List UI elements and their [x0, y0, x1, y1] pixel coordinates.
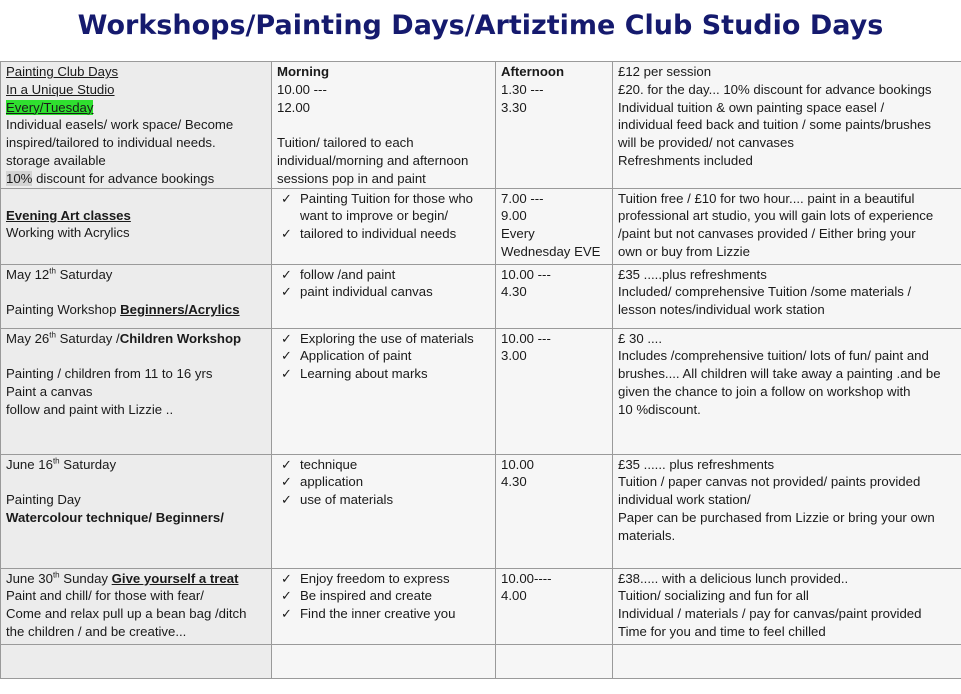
- price-line: £12 per session: [618, 64, 712, 79]
- cell-morning: [272, 62, 496, 189]
- every-tuesday-label: Every/Tuesday: [6, 99, 94, 115]
- list-item: ✓ Be inspired and create: [281, 588, 432, 604]
- time-line: 4.00: [501, 588, 527, 604]
- price-line: Includes /comprehensive tuition/ lots of fun/ paint and: [618, 348, 929, 364]
- studio-label: In a Unique Studio: [6, 81, 115, 97]
- price-line: £35 .....plus refreshments: [618, 266, 767, 282]
- desc-line: Watercolour technique/ Beginners/: [6, 509, 224, 525]
- discount-text: discount for advance bookings: [32, 170, 215, 186]
- desc-line: Working with Acrylics: [6, 225, 130, 241]
- note-line: Tuition/ tailored to each: [277, 135, 414, 151]
- list-item: ✓ use of materials: [281, 492, 394, 508]
- cell-pricing: [613, 568, 961, 644]
- check-icon: ✓: [281, 330, 293, 346]
- check-icon: ✓: [281, 492, 293, 508]
- time-line: 10.00: [501, 456, 535, 472]
- price-line: Individual / materials / pay for canvas/paint provided: [618, 606, 922, 622]
- cell-morning: [272, 328, 496, 454]
- cell-empty: [1, 644, 272, 678]
- time-line: 3.00: [501, 348, 527, 364]
- cell-description: June 16th Saturday Painting Day Watercolour technique/ Beginners/: [1, 454, 272, 568]
- price-line: individual work station/: [618, 492, 751, 508]
- note-line: individual/morning and afternoon: [277, 152, 469, 168]
- table-row: [1, 264, 961, 328]
- list-item: ✓ Find the inner creative you: [281, 606, 456, 622]
- price-line: £38..... with a delicious lunch provided..: [618, 570, 849, 586]
- cell-pricing: [613, 188, 961, 264]
- club-days-label: Painting Club Days: [6, 64, 119, 79]
- time-line: 10.00 ---: [501, 266, 551, 282]
- table-row: [1, 644, 961, 678]
- price-line: Paper can be purchased from Lizzie or bring your own: [618, 509, 935, 525]
- desc-line: storage available: [6, 152, 106, 168]
- price-line: £ 30 ....: [618, 330, 662, 346]
- cell-afternoon: [496, 62, 613, 189]
- price-line: Tuition free / £10 for two hour.... paint in a beautiful: [618, 190, 915, 206]
- list-item: ✓ application: [281, 474, 364, 490]
- price-line: £35 ...... plus refreshments: [618, 456, 775, 472]
- list-item: want to improve or begin/: [300, 208, 449, 224]
- table-row: [1, 328, 961, 454]
- check-icon: ✓: [281, 226, 293, 242]
- time-line: 7.00 ---: [501, 190, 544, 206]
- price-line: Individual tuition & own painting space easel /: [618, 99, 885, 115]
- check-icon: ✓: [281, 588, 293, 604]
- price-line: Time for you and time to feel chilled: [618, 623, 826, 639]
- list-item: ✓ Enjoy freedom to express: [281, 570, 450, 586]
- price-line: brushes.... All children will take away a painting .and be: [618, 366, 941, 382]
- cell-description: [1, 188, 272, 264]
- check-icon: ✓: [281, 570, 293, 586]
- desc-line: follow and paint with Lizzie ..: [6, 401, 174, 417]
- time-line: 10.00 ---: [501, 330, 551, 346]
- cell-morning: [272, 264, 496, 328]
- time-line: 1.30 ---: [501, 81, 544, 97]
- list-item: ✓ Learning about marks: [281, 366, 428, 382]
- schedule-table: [0, 61, 961, 679]
- check-icon: ✓: [281, 284, 293, 300]
- cell-afternoon: [496, 328, 613, 454]
- table-row: [1, 454, 961, 568]
- note-line: sessions pop in and paint: [277, 170, 426, 186]
- cell-description: June 30th Sunday Give yourself a treat Paint and chill/ for those with fear/ Come and relax pull up a bean bag /ditch the children / and be creative...: [1, 568, 272, 644]
- desc-line: Come and relax pull up a bean bag /ditch: [6, 606, 247, 622]
- table-row: [1, 568, 961, 644]
- cell-afternoon: [496, 188, 613, 264]
- desc-line: Paint and chill/ for those with fear/: [6, 588, 204, 604]
- cell-pricing: [613, 264, 961, 328]
- desc-line: inspired/tailored to individual needs.: [6, 135, 216, 151]
- page-title: Workshops/Painting Days/Artiztime Club Studio Days: [77, 10, 884, 41]
- cell-empty: [496, 644, 613, 678]
- discount-percent: 10%: [6, 170, 33, 186]
- price-line: 10 %discount.: [618, 401, 701, 417]
- evening-classes-label: Evening Art classes: [6, 207, 131, 223]
- time-line: 10.00 ---: [277, 81, 327, 97]
- list-item: ✓ paint individual canvas: [281, 284, 433, 300]
- desc-line: Paint a canvas: [6, 383, 93, 399]
- check-icon: ✓: [281, 348, 293, 364]
- table-row: [1, 62, 961, 189]
- check-icon: ✓: [281, 606, 293, 622]
- cell-morning: [272, 568, 496, 644]
- check-icon: ✓: [281, 366, 293, 382]
- cell-empty: [613, 644, 961, 678]
- list-item: ✓ Application of paint: [281, 348, 412, 364]
- afternoon-header: Afternoon: [501, 64, 564, 79]
- list-item: ✓ Painting Tuition for those who: [281, 190, 474, 206]
- time-line: Every: [501, 226, 535, 242]
- desc-line: Painting Day: [6, 492, 81, 508]
- cell-pricing: [613, 454, 961, 568]
- cell-description: [1, 62, 272, 189]
- cell-empty: [272, 644, 496, 678]
- price-line: will be provided/ not canvases: [618, 135, 794, 151]
- price-line: Tuition/ socializing and fun for all: [618, 588, 809, 604]
- price-line: Included/ comprehensive Tuition /some materials /: [618, 284, 912, 300]
- list-item: ✓ Exploring the use of materials: [281, 330, 474, 346]
- check-icon: ✓: [281, 474, 293, 490]
- price-line: Tuition / paper canvas not provided/ paints provided: [618, 474, 921, 490]
- cell-pricing: [613, 328, 961, 454]
- check-icon: ✓: [281, 456, 293, 472]
- desc-line: Individual easels/ work space/ Become: [6, 117, 234, 133]
- cell-afternoon: [496, 264, 613, 328]
- time-line: 12.00: [277, 99, 311, 115]
- time-line: 3.30: [501, 99, 527, 115]
- time-line: 4.30: [501, 284, 527, 300]
- cell-afternoon: [496, 568, 613, 644]
- cell-description: May 26th Saturday /Children Workshop Painting / children from 11 to 16 yrs Paint a canvas follow and paint with Lizzie ..: [1, 328, 272, 454]
- morning-header: Morning: [277, 64, 330, 79]
- time-line: 9.00: [501, 208, 527, 224]
- list-item: ✓ technique: [281, 456, 358, 472]
- list-item: ✓ tailored to individual needs: [281, 226, 457, 242]
- cell-pricing: [613, 62, 961, 189]
- price-line: /paint but not canvases provided / Either bring your: [618, 226, 916, 242]
- cell-description: May 12th Saturday Painting Workshop Beginners/Acrylics: [1, 264, 272, 328]
- cell-afternoon: [496, 454, 613, 568]
- table-row: [1, 188, 961, 264]
- cell-morning: [272, 454, 496, 568]
- desc-line: the children / and be creative...: [6, 623, 187, 639]
- price-line: own or buy from Lizzie: [618, 243, 750, 259]
- time-line: 10.00----: [501, 570, 552, 586]
- check-icon: ✓: [281, 190, 293, 206]
- price-line: given the chance to join a follow on workshop with: [618, 383, 911, 399]
- price-line: £20. for the day... 10% discount for advance bookings: [618, 81, 932, 97]
- check-icon: ✓: [281, 266, 293, 282]
- price-line: lesson notes/individual work station: [618, 302, 825, 318]
- price-line: professional art studio, you will gain lots of experience: [618, 208, 934, 224]
- cell-morning: [272, 188, 496, 264]
- price-line: materials.: [618, 527, 676, 543]
- price-line: individual feed back and tuition / some paints/brushes: [618, 117, 932, 133]
- desc-line: Painting / children from 11 to 16 yrs: [6, 366, 213, 382]
- price-line: Refreshments included: [618, 152, 753, 168]
- time-line: 4.30: [501, 474, 527, 490]
- time-line: Wednesday EVE: [501, 243, 601, 259]
- list-item: ✓ follow /and paint: [281, 266, 396, 282]
